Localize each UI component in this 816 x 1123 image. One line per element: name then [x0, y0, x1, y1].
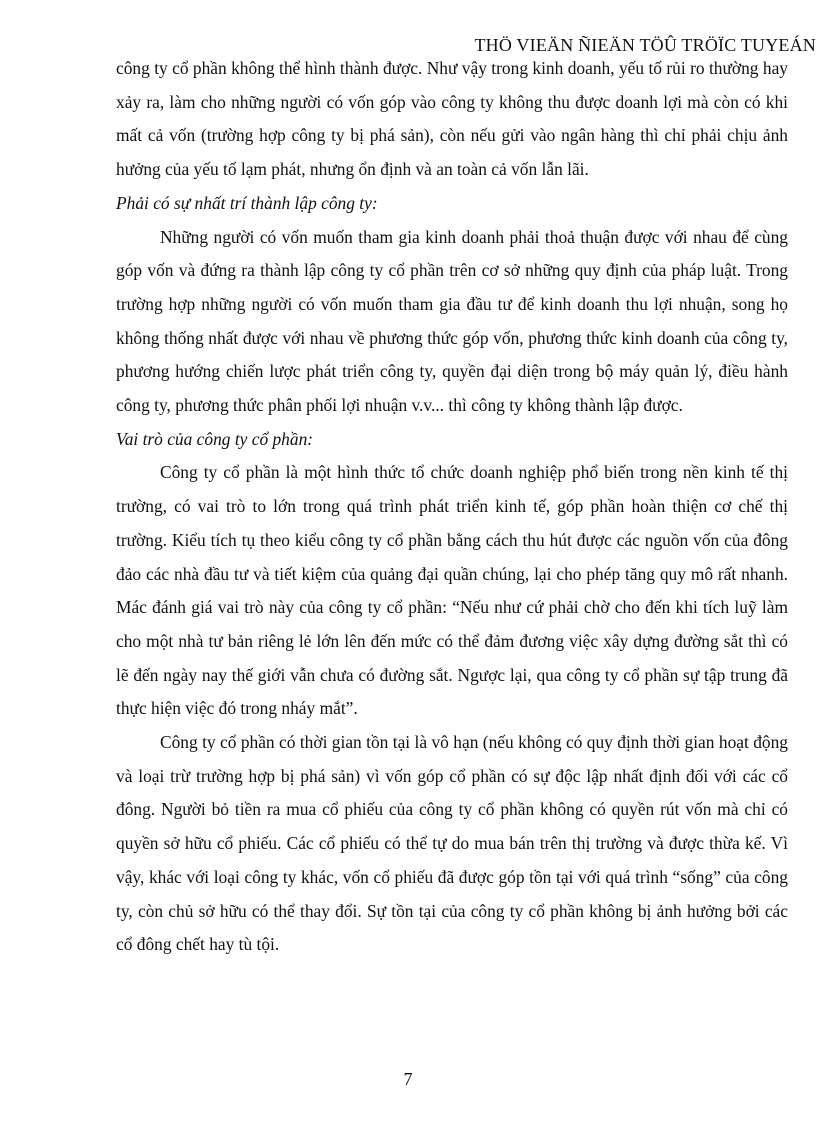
page-body [116, 52, 788, 962]
paragraph-continuation: công ty cổ phần không thể hình thành được. Như vậy trong kinh doanh, yếu tố rủi ro thường hay xảy ra, làm cho những người có vốn góp vào công ty không thu được doanh lợi mà còn có khi mất cả vốn (trường hợp công ty bị phá sản), còn nếu gửi vào ngân hàng thì chỉ phải chịu ảnh hưởng của yếu tố lạm phát, nhưng ổn định và an toàn cả vốn lẫn lãi. [116, 58, 788, 180]
page-number: 7 [403, 1069, 413, 1089]
paragraph-role: Công ty cổ phần là một hình thức tổ chức doanh nghiệp phổ biến trong nền kinh tế thị trường, có vai trò to lớn trong quá trình phát triển kinh tế, góp phần hoàn thiện cơ chế thị trường. Kiểu tích tụ theo kiểu công ty cổ phần bằng cách thu hút được các nguồn vốn của đông đảo các nhà đầu tư và tiết kiệm của quảng đại quần chúng, lại cho phép tăng quy mô rất nhanh. Mác đánh giá vai trò này của công ty cổ phần: “Nếu như cứ phải chờ cho đến khi tích luỹ làm cho một nhà tư bản riêng lẻ lớn lên đến mức có thể đảm đương việc xây dựng đường sắt thì có lẽ đến ngày nay thế giới vẫn chưa có đường sắt. Ngược lại, qua công ty cổ phần sự tập trung đã thực hiện việc đó trong nháy mắt”. [116, 462, 788, 719]
running-header: THÖ VIEÄN ÑIEÄN TÖÛ TRÖÏC TUYEÁN [474, 35, 816, 55]
section-heading-consensus: Phải có sự nhất trí thành lập công ty: [116, 192, 378, 213]
section-heading-role: Vai trò của công ty cổ phần: [116, 428, 314, 449]
paragraph-lifetime: Công ty cổ phần có thời gian tồn tại là vô hạn (nếu không có quy định thời gian hoạt động và loại trừ trường hợp bị phá sản) vì vốn góp cổ phần có sự độc lập nhất định đối với các cổ đông. Người bỏ tiền ra mua cổ phiếu của công ty cổ phần không có quyền rút vốn mà chỉ có quyền sở hữu cổ phiếu. Các cổ phiếu có thể tự do mua bán trên thị trường và được thừa kế. Vì vậy, khác với loại công ty khác, vốn cổ phiếu đã được góp tồn tại với quá trình “sống” của công ty, còn chủ sở hữu có thể thay đổi. Sự tồn tại của công ty cổ phần không bị ảnh hưởng bởi các cổ đông chết hay tù tội. [116, 732, 788, 955]
paragraph-consensus: Những người có vốn muốn tham gia kinh doanh phải thoả thuận được với nhau để cùng góp vốn và đứng ra thành lập công ty cổ phần trên cơ sở những quy định của pháp luật. Trong trường hợp những người có vốn muốn tham gia đầu tư để kinh doanh thu lợi nhuận, song họ không thống nhất được với nhau về phương thức góp vốn, phương thức kinh doanh của công ty, phương hướng chiến lược phát triển công ty, quyền đại diện trong bộ máy quản lý, điều hành công ty, phương thức phân phối lợi nhuận v.v... thì công ty không thành lập được. [116, 226, 788, 416]
